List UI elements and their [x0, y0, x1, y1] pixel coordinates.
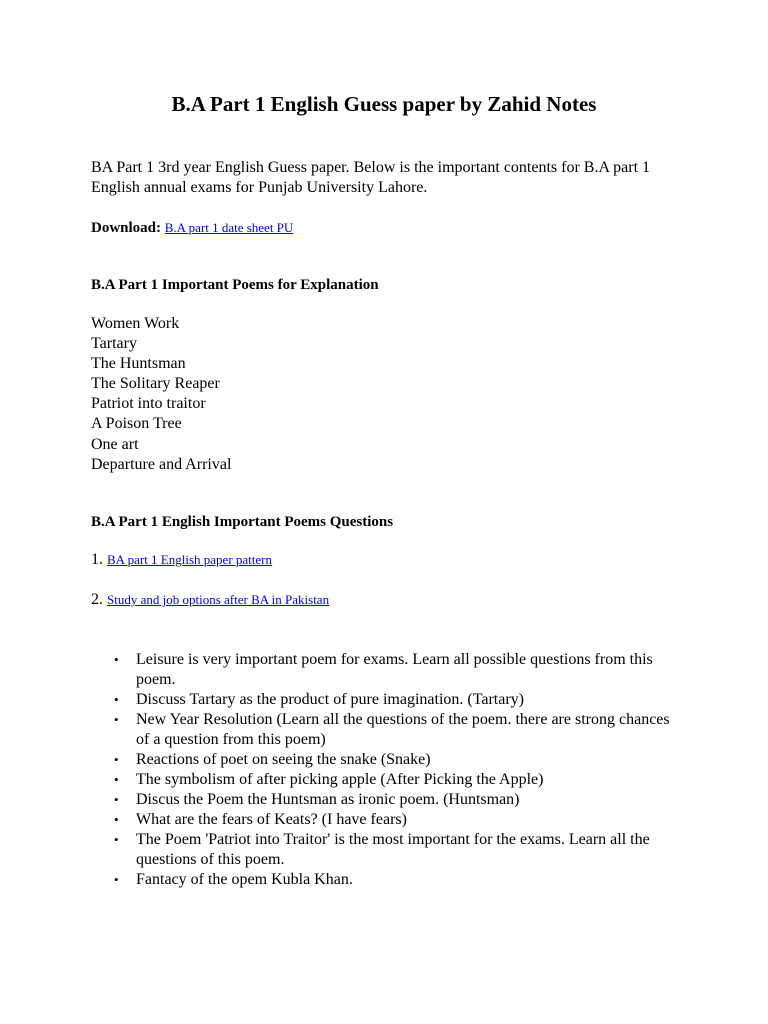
- question-item: [114, 790, 676, 810]
- poem-item: The Huntsman: [91, 355, 186, 373]
- question-item: [114, 650, 676, 690]
- numbered-item: [91, 591, 329, 609]
- download-label: Download:: [91, 220, 162, 236]
- intro-paragraph: BA Part 1 3rd year English Guess paper. Below is the important contents for B.A part 1 English annual exams for Punjab University Lahore.: [91, 159, 651, 196]
- item-number: 2.: [91, 591, 103, 608]
- poem-item: The Solitary Reaper: [91, 375, 220, 393]
- question-text: Discuss Tartary as the product of pure imagination. (Tartary): [136, 691, 525, 708]
- poem-list: [91, 314, 231, 475]
- study-job-options-link[interactable]: Study and job options after BA in Pakistan: [107, 592, 330, 607]
- item-number: 1.: [91, 551, 103, 568]
- poem-item: Women Work: [91, 315, 180, 332]
- page-title: B.A Part 1 English Guess paper by Zahid Notes: [171, 92, 597, 116]
- download-line: [91, 218, 293, 238]
- paper-pattern-link[interactable]: BA part 1 English paper pattern: [107, 552, 272, 567]
- question-item: [114, 870, 676, 890]
- question-text: Fantacy of the opem Kubla Khan.: [136, 871, 353, 888]
- date-sheet-link[interactable]: B.A part 1 date sheet PU: [164, 220, 294, 235]
- bullet-icon: •: [114, 712, 119, 727]
- question-text: New Year Resolution (Learn all the questions of the poem. there are strong chances of a question from this poem): [136, 711, 670, 748]
- section-heading-poems-explanation: B.A Part 1 Important Poems for Explanation: [91, 277, 379, 293]
- question-text: Reactions of poet on seeing the snake (Snake): [136, 751, 431, 768]
- numbered-item: [91, 551, 272, 569]
- question-text: The symbolism of after picking apple (After Picking the Apple): [136, 771, 544, 788]
- bullet-icon: •: [114, 832, 119, 847]
- poem-item: Departure and Arrival: [91, 455, 232, 473]
- bullet-icon: •: [114, 812, 119, 827]
- question-item: [114, 770, 676, 790]
- bullet-icon: •: [114, 872, 119, 887]
- poem-item: Patriot into traitor: [91, 395, 206, 413]
- poem-item: One art: [91, 435, 139, 453]
- question-text: Discus the Poem the Huntsman as ironic poem. (Huntsman): [136, 791, 520, 808]
- bullet-icon: •: [114, 792, 119, 807]
- section-heading-poems-questions: B.A Part 1 English Important Poems Questions: [91, 514, 394, 530]
- bullet-icon: •: [114, 752, 119, 767]
- question-item: [114, 710, 676, 750]
- question-item: [114, 830, 676, 870]
- question-item: [114, 810, 676, 830]
- poem-item: Tartary: [91, 335, 137, 353]
- question-text: Leisure is very important poem for exams. Learn all possible questions from this poem.: [136, 651, 653, 688]
- bullet-icon: •: [114, 772, 119, 787]
- question-item: [114, 690, 676, 710]
- question-list: [114, 650, 676, 890]
- bullet-icon: •: [114, 652, 119, 667]
- poem-item: A Poison Tree: [91, 415, 182, 433]
- question-item: [114, 750, 676, 770]
- question-text: What are the fears of Keats? (I have fears): [136, 811, 407, 828]
- bullet-icon: •: [114, 692, 119, 707]
- question-text: The Poem 'Patriot into Traitor' is the most important for the exams. Learn all the questions of this poem.: [136, 831, 650, 868]
